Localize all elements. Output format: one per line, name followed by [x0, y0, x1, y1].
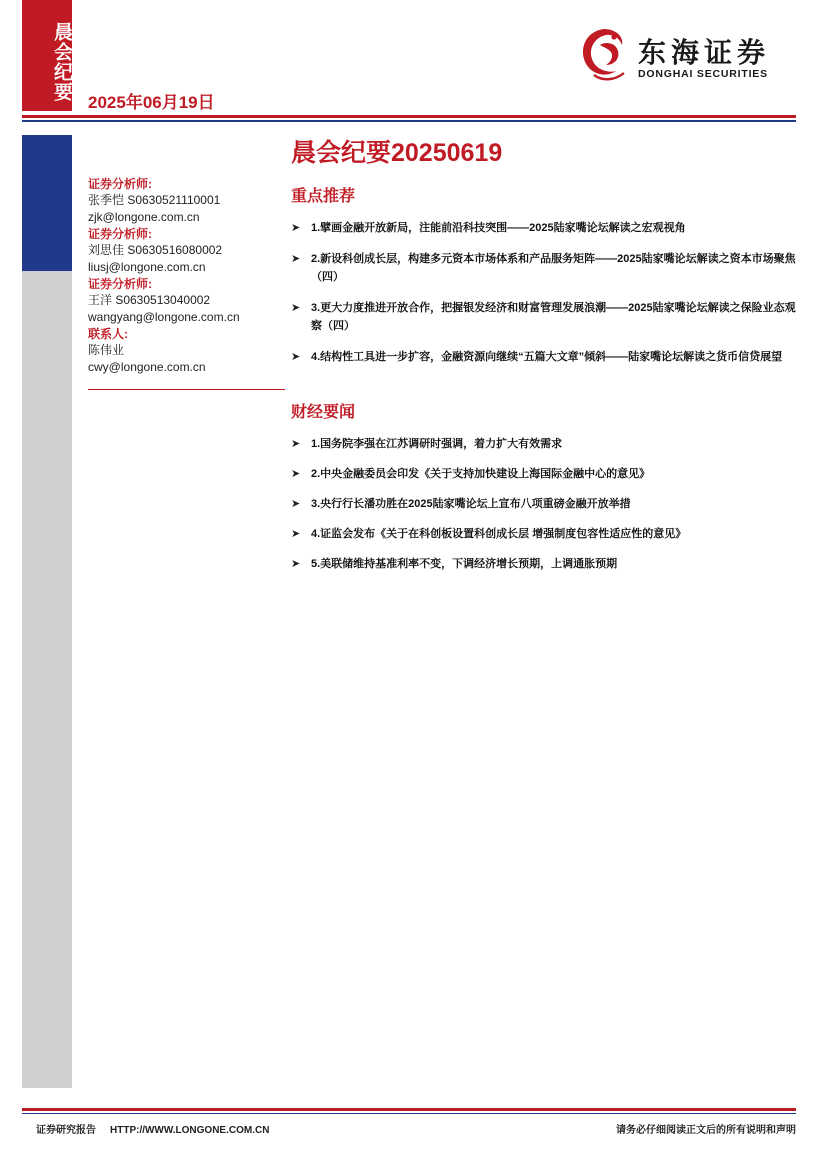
- contact-role: 联系人:: [88, 327, 128, 341]
- section-heading-recommendations: 重点推荐: [291, 188, 356, 205]
- analyst-email[interactable]: liusj@longone.com.cn: [88, 260, 206, 274]
- analyst-entry: [88, 226, 288, 276]
- analyst-name: 张季恺 S0630521110001: [88, 193, 221, 207]
- list-item[interactable]: [291, 348, 797, 366]
- list-item[interactable]: [291, 299, 797, 335]
- list-item-text: 4.结构性工具进一步扩容，金融资源向继续“五篇大文章”倾斜——陆家嘴论坛解读之货币信贷展望: [311, 351, 783, 363]
- triangle-bullet-icon: ➤: [291, 438, 301, 450]
- list-item-text: 2.新设科创成长层，构建多元资本市场体系和产品服务矩阵——2025陆家嘴论坛解读之资本市场聚焦（四）: [311, 253, 796, 283]
- sidebar-blue-block: [22, 135, 72, 271]
- analyst-list: [88, 176, 288, 376]
- footer-divider-red: [22, 1108, 796, 1111]
- list-item[interactable]: [291, 219, 797, 237]
- list-item-text: 5.美联储维持基准利率不变，下调经济增长预期，上调通胀预期: [311, 558, 618, 570]
- contact-email[interactable]: cwy@longone.com.cn: [88, 360, 206, 374]
- company-logo[interactable]: [574, 25, 794, 85]
- logo-chinese-name: 东海证券: [638, 36, 771, 69]
- triangle-bullet-icon: ➤: [291, 498, 301, 510]
- triangle-bullet-icon: ➤: [291, 302, 301, 314]
- report-date: 2025年06月19日: [88, 93, 215, 112]
- list-item-text: 3.更大力度推进开放合作，把握银发经济和财富管理发展浪潮——2025陆家嘴论坛解读之保险业态观察（四）: [311, 302, 796, 332]
- analyst-name: 王洋 S0630513040002: [88, 293, 211, 307]
- section-heading-news: 财经要闻: [291, 404, 356, 421]
- list-item[interactable]: [291, 465, 797, 483]
- list-item-text: 4.证监会发布《关于在科创板设置科创成长层 增强制度包容性适应性的意见》: [311, 528, 687, 540]
- analyst-entry: [88, 176, 288, 226]
- analyst-role: 证券分析师:: [88, 177, 152, 191]
- list-item-text: 3.央行行长潘功胜在2025陆家嘴论坛上宣布八项重磅金融开放举措: [311, 498, 631, 510]
- footer-disclaimer: 请务必仔细阅读正文后的所有说明和声明: [616, 1125, 796, 1136]
- analyst-divider: [88, 389, 285, 390]
- analyst-role: 证券分析师:: [88, 227, 152, 241]
- contact-entry: [88, 326, 288, 376]
- news-list: [291, 435, 797, 585]
- header-divider-red: [22, 115, 796, 118]
- list-item[interactable]: [291, 250, 797, 286]
- analyst-email[interactable]: wangyang@longone.com.cn: [88, 310, 240, 324]
- recommendation-list: [291, 219, 797, 379]
- triangle-bullet-icon: ➤: [291, 253, 301, 265]
- footer-divider-blue: [22, 1113, 796, 1114]
- contact-name: 陈伟业: [88, 343, 125, 357]
- corner-tab: 晨会纪要: [22, 0, 72, 111]
- list-item-text: 1.擘画金融开放新局，注能前沿科技突围——2025陆家嘴论坛解读之宏观视角: [311, 222, 686, 234]
- triangle-bullet-icon: ➤: [291, 351, 301, 363]
- list-item[interactable]: [291, 495, 797, 513]
- list-item[interactable]: [291, 555, 797, 573]
- triangle-bullet-icon: ➤: [291, 528, 301, 540]
- list-item-text: 1.国务院李强在江苏调研时强调，着力扩大有效需求: [311, 438, 563, 450]
- footer-url-link[interactable]: HTTP://WWW.LONGONE.COM.CN: [110, 1125, 270, 1136]
- triangle-bullet-icon: ➤: [291, 558, 301, 570]
- analyst-name: 刘思佳 S0630516080002: [88, 243, 223, 257]
- list-item-text: 2.中央金融委员会印发《关于支持加快建设上海国际金融中心的意见》: [311, 468, 651, 480]
- header-divider-blue: [22, 120, 796, 122]
- triangle-bullet-icon: ➤: [291, 468, 301, 480]
- footer-report-type: 证券研究报告: [36, 1125, 96, 1136]
- footer-left: [36, 1121, 269, 1136]
- document-title: 晨会纪要20250619: [291, 139, 503, 167]
- logo-english-name: DONGHAI SECURITIES: [638, 68, 768, 80]
- list-item[interactable]: [291, 525, 797, 543]
- triangle-bullet-icon: ➤: [291, 222, 301, 234]
- sidebar-grey-block: [22, 271, 72, 1088]
- analyst-email[interactable]: zjk@longone.com.cn: [88, 210, 200, 224]
- analyst-entry: [88, 276, 288, 326]
- dragon-logo-icon: [574, 25, 634, 85]
- analyst-role: 证券分析师:: [88, 277, 152, 291]
- list-item[interactable]: [291, 435, 797, 453]
